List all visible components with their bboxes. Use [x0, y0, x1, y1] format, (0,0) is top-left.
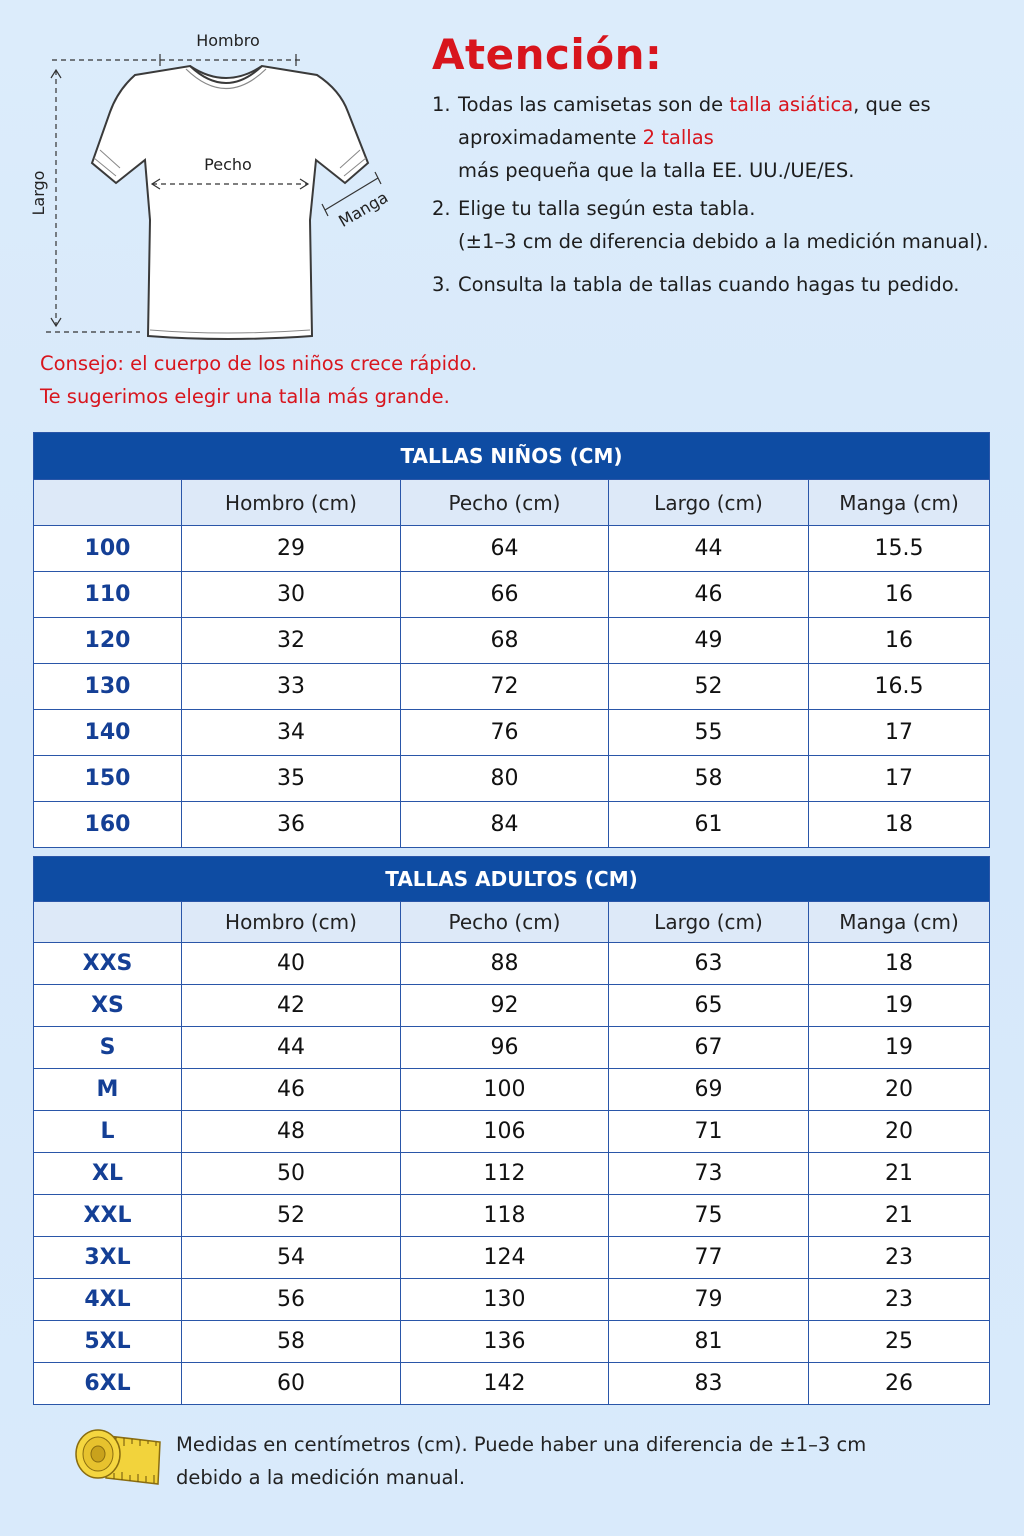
adult-cell: 26 — [809, 1363, 990, 1405]
table-row — [34, 710, 990, 756]
adult-cell: 19 — [809, 985, 990, 1027]
note-1-text-d: más pequeña que la talla EE. UU./UE/ES. — [458, 159, 855, 182]
length-label: Largo — [29, 170, 48, 216]
table-row — [34, 1321, 990, 1363]
adult-cell: 136 — [401, 1321, 609, 1363]
adult-size-label: L — [34, 1111, 182, 1153]
adult-cell: 25 — [809, 1321, 990, 1363]
table-row — [34, 1069, 990, 1111]
adult-cell: 79 — [609, 1279, 809, 1321]
adult-cell: 58 — [182, 1321, 401, 1363]
kids-cell: 72 — [401, 664, 609, 710]
adult-cell: 65 — [609, 985, 809, 1027]
kids-cell: 29 — [182, 526, 401, 572]
kids-cell: 68 — [401, 618, 609, 664]
adult-column-header: Largo (cm) — [609, 902, 809, 943]
kids-cell: 35 — [182, 756, 401, 802]
table-row — [34, 1153, 990, 1195]
attention-title: Atención: — [432, 30, 663, 79]
adult-cell: 112 — [401, 1153, 609, 1195]
adult-cell: 46 — [182, 1069, 401, 1111]
kids-cell: 16 — [809, 618, 990, 664]
adult-cell: 71 — [609, 1111, 809, 1153]
kids-table-title: TALLAS NIÑOS (CM) — [34, 433, 990, 480]
table-row — [34, 526, 990, 572]
shoulder-label: Hombro — [196, 31, 260, 50]
note-1-highlight-two-sizes: 2 tallas — [642, 126, 714, 149]
adult-cell: 42 — [182, 985, 401, 1027]
kids-size-table — [33, 432, 990, 848]
adult-cell: 124 — [401, 1237, 609, 1279]
adult-cell: 118 — [401, 1195, 609, 1237]
adult-header-row — [34, 902, 990, 943]
kids-column-header: Pecho (cm) — [401, 480, 609, 526]
adult-cell: 48 — [182, 1111, 401, 1153]
adult-cell: 69 — [609, 1069, 809, 1111]
adult-cell: 106 — [401, 1111, 609, 1153]
kids-cell: 64 — [401, 526, 609, 572]
adult-cell: 56 — [182, 1279, 401, 1321]
kids-cell: 17 — [809, 710, 990, 756]
table-row — [34, 572, 990, 618]
note-1-text-a: Todas las camisetas son de — [458, 93, 730, 116]
kids-cell: 84 — [401, 802, 609, 848]
kids-size-label: 130 — [34, 664, 182, 710]
adult-column-header — [34, 902, 182, 943]
adult-size-label: XS — [34, 985, 182, 1027]
kids-cell: 17 — [809, 756, 990, 802]
adult-cell: 83 — [609, 1363, 809, 1405]
adult-cell: 130 — [401, 1279, 609, 1321]
kids-cell: 52 — [609, 664, 809, 710]
kids-cell: 55 — [609, 710, 809, 756]
note-1-number: 1. — [432, 93, 451, 116]
note-1-highlight-asian-size: talla asiática — [729, 93, 854, 116]
table-row — [34, 1111, 990, 1153]
kids-header-row — [34, 480, 990, 526]
measuring-tape-icon — [74, 1422, 164, 1488]
note-2 — [432, 192, 989, 258]
adult-cell: 73 — [609, 1153, 809, 1195]
tshirt-measurement-diagram — [0, 0, 420, 345]
adult-cell: 50 — [182, 1153, 401, 1195]
kids-cell: 18 — [809, 802, 990, 848]
adult-cell: 67 — [609, 1027, 809, 1069]
table-row — [34, 802, 990, 848]
adult-column-header: Pecho (cm) — [401, 902, 609, 943]
adult-cell: 40 — [182, 943, 401, 985]
kids-size-label: 160 — [34, 802, 182, 848]
table-row — [34, 1363, 990, 1405]
adult-size-label: XXL — [34, 1195, 182, 1237]
adult-size-label: 4XL — [34, 1279, 182, 1321]
note-1 — [432, 88, 931, 187]
adult-cell: 21 — [809, 1195, 990, 1237]
adult-column-header: Manga (cm) — [809, 902, 990, 943]
table-row — [34, 664, 990, 710]
note-2-text-a: Elige tu talla según esta tabla. — [458, 197, 756, 220]
note-3 — [432, 268, 959, 301]
adult-size-label: XXS — [34, 943, 182, 985]
kids-column-header: Hombro (cm) — [182, 480, 401, 526]
table-row — [34, 985, 990, 1027]
footer-line-2: debido a la medición manual. — [176, 1466, 466, 1489]
adult-cell: 60 — [182, 1363, 401, 1405]
kids-cell: 33 — [182, 664, 401, 710]
note-2-number: 2. — [432, 197, 451, 220]
kids-cell: 32 — [182, 618, 401, 664]
kids-cell: 80 — [401, 756, 609, 802]
table-row — [34, 756, 990, 802]
sleeve-label: Manga — [335, 187, 392, 231]
footer-line-1: Medidas en centímetros (cm). Puede haber una diferencia de ±1–3 cm — [176, 1433, 867, 1456]
kids-size-label: 150 — [34, 756, 182, 802]
kids-cell: 44 — [609, 526, 809, 572]
note-3-text: Consulta la tabla de tallas cuando hagas tu pedido. — [458, 273, 960, 296]
adult-size-label: M — [34, 1069, 182, 1111]
table-row — [34, 1027, 990, 1069]
adult-cell: 81 — [609, 1321, 809, 1363]
adult-cell: 142 — [401, 1363, 609, 1405]
adult-cell: 52 — [182, 1195, 401, 1237]
kids-cell: 46 — [609, 572, 809, 618]
kids-size-label: 140 — [34, 710, 182, 756]
tip-line-1: Consejo: el cuerpo de los niños crece rápido. — [40, 352, 478, 375]
adult-cell: 63 — [609, 943, 809, 985]
kids-size-label: 110 — [34, 572, 182, 618]
note-2-text-b: (±1–3 cm de diferencia debido a la medición manual). — [458, 230, 989, 253]
adult-cell: 20 — [809, 1069, 990, 1111]
kids-column-header — [34, 480, 182, 526]
note-3-number: 3. — [432, 273, 451, 296]
kids-cell: 58 — [609, 756, 809, 802]
chest-label: Pecho — [204, 155, 252, 174]
kids-cell: 66 — [401, 572, 609, 618]
table-row — [34, 1237, 990, 1279]
adult-size-label: XL — [34, 1153, 182, 1195]
adult-cell: 92 — [401, 985, 609, 1027]
adult-size-label: S — [34, 1027, 182, 1069]
kids-cell: 76 — [401, 710, 609, 756]
adult-cell: 18 — [809, 943, 990, 985]
kids-column-header: Largo (cm) — [609, 480, 809, 526]
adult-cell: 21 — [809, 1153, 990, 1195]
adult-cell: 96 — [401, 1027, 609, 1069]
adult-size-table — [33, 856, 990, 1405]
footer-note — [176, 1428, 866, 1494]
adult-column-header: Hombro (cm) — [182, 902, 401, 943]
kids-size-label: 100 — [34, 526, 182, 572]
adult-cell: 19 — [809, 1027, 990, 1069]
kids-cell: 16.5 — [809, 664, 990, 710]
adult-cell: 23 — [809, 1237, 990, 1279]
tshirt-icon — [92, 66, 368, 339]
note-1-text-c: aproximadamente — [458, 126, 643, 149]
adult-cell: 23 — [809, 1279, 990, 1321]
kids-cell: 49 — [609, 618, 809, 664]
adult-table-title: TALLAS ADULTOS (CM) — [34, 857, 990, 902]
adult-cell: 77 — [609, 1237, 809, 1279]
kids-size-label: 120 — [34, 618, 182, 664]
adult-cell: 88 — [401, 943, 609, 985]
adult-size-label: 6XL — [34, 1363, 182, 1405]
adult-cell: 20 — [809, 1111, 990, 1153]
kids-column-header: Manga (cm) — [809, 480, 990, 526]
table-row — [34, 618, 990, 664]
kids-cell: 36 — [182, 802, 401, 848]
adult-size-label: 5XL — [34, 1321, 182, 1363]
kids-cell: 30 — [182, 572, 401, 618]
table-row — [34, 1279, 990, 1321]
table-row — [34, 1195, 990, 1237]
kids-cell: 61 — [609, 802, 809, 848]
note-1-text-b: , que es — [853, 93, 931, 116]
adult-cell: 100 — [401, 1069, 609, 1111]
table-row — [34, 943, 990, 985]
kids-cell: 15.5 — [809, 526, 990, 572]
adult-cell: 75 — [609, 1195, 809, 1237]
kids-cell: 16 — [809, 572, 990, 618]
adult-cell: 54 — [182, 1237, 401, 1279]
kids-cell: 34 — [182, 710, 401, 756]
adult-cell: 44 — [182, 1027, 401, 1069]
adult-size-label: 3XL — [34, 1237, 182, 1279]
tip-line-2: Te sugerimos elegir una talla más grande. — [40, 385, 450, 408]
